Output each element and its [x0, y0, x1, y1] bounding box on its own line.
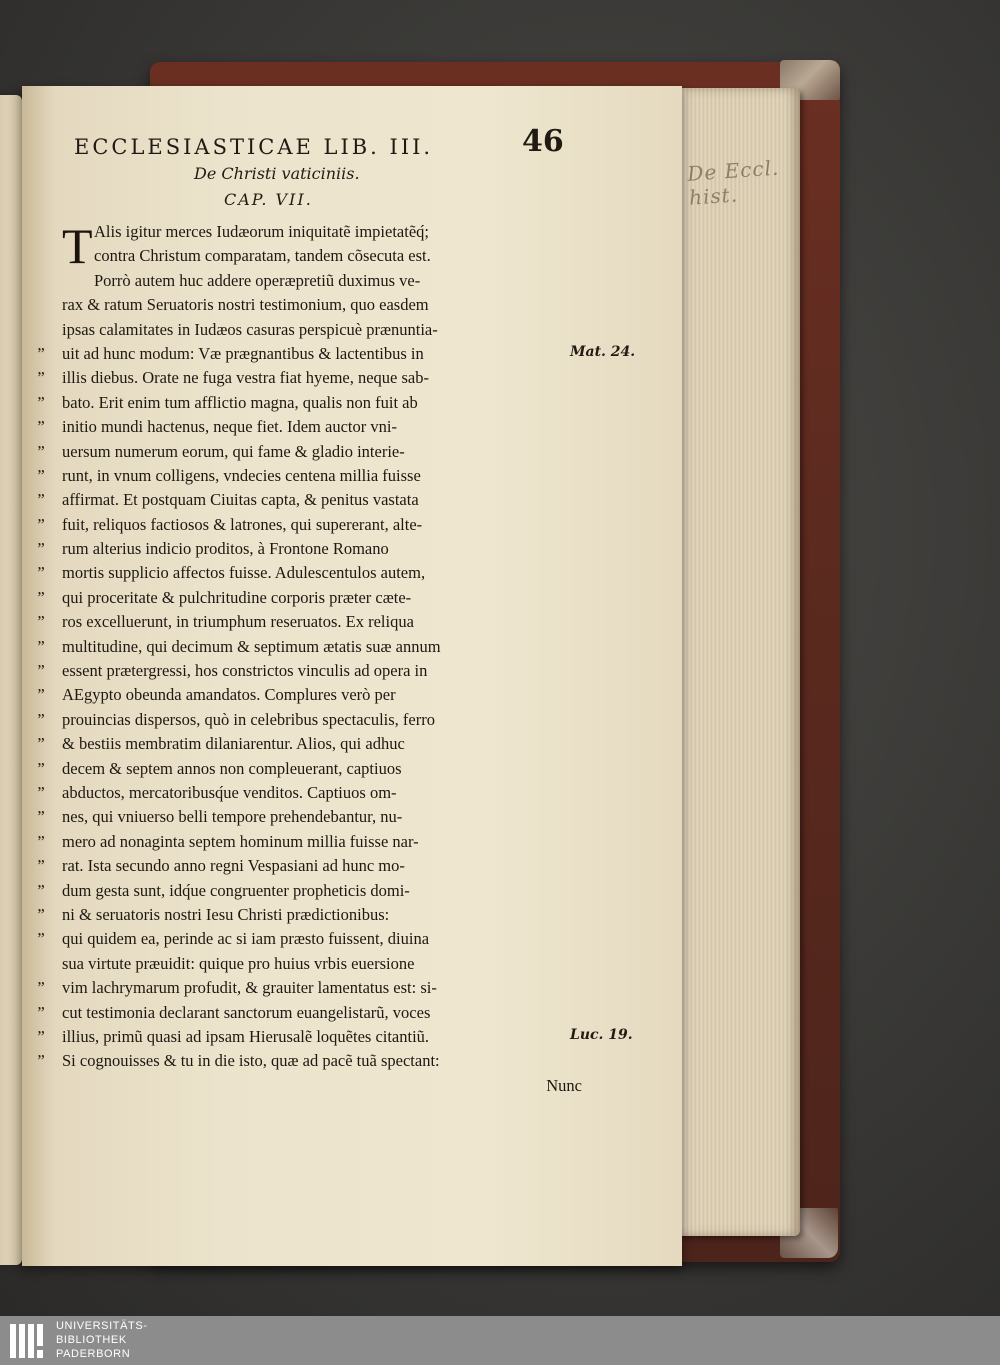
line-text: uit ad hunc modum: Væ prægnantibus & lactentibus in	[62, 343, 424, 363]
line-text: runt, in vnum colligens, vndecies centena millia fuisse	[62, 465, 421, 485]
text-line	[62, 318, 582, 342]
institution-line: BIBLIOTHEK	[56, 1334, 127, 1346]
quote-mark: ”	[37, 661, 45, 681]
text-line	[37, 610, 582, 634]
quote-mark: ”	[37, 904, 45, 924]
line-text: decem & septem annos non compleuerant, captiuos	[62, 758, 402, 778]
line-text: qui proceritate & pulchritudine corporis præter cæte-	[62, 587, 412, 607]
quote-mark: ”	[37, 856, 45, 876]
text-line	[37, 635, 582, 659]
page-number: 46	[522, 124, 564, 159]
text-line	[37, 879, 582, 903]
quote-mark: ”	[37, 539, 45, 559]
text-line	[37, 927, 582, 951]
line-text: sua virtute præuidit: quique pro huius vrbis euersione	[62, 953, 415, 973]
line-text: illius, primũ quasi ad ipsam Hierusalẽ loquẽtes citantiũ.	[62, 1026, 430, 1046]
text-line	[37, 830, 582, 854]
text-body	[37, 218, 582, 1098]
line-text: essent prætergressi, hos constrictos vinculis ad opera in	[62, 661, 428, 681]
line-text: Nunc	[546, 1075, 582, 1095]
margin-note: Mat. 24.	[570, 344, 636, 360]
quote-mark: ”	[37, 490, 45, 510]
text-line	[37, 805, 582, 829]
quote-mark: ”	[37, 465, 45, 485]
line-text: Alis igitur merces Iudæorum iniquitatẽ impietatẽq́;	[94, 222, 429, 241]
quote-mark: ”	[37, 368, 45, 388]
institution-line: PADERBORN	[56, 1348, 131, 1360]
quote-mark: ”	[37, 709, 45, 729]
text-line	[37, 854, 582, 878]
line-text: initio mundi hactenus, neque fiet. Idem auctor vni-	[62, 417, 397, 437]
drop-cap: T	[62, 218, 93, 274]
text-line	[37, 415, 582, 439]
quote-mark: ”	[37, 880, 45, 900]
text-line	[37, 757, 582, 781]
quote-mark: ”	[37, 1002, 45, 1022]
quote-mark: ”	[37, 392, 45, 412]
text-line	[37, 781, 582, 805]
book-page	[22, 86, 682, 1266]
quote-mark: ”	[37, 1026, 45, 1046]
line-text: nes, qui vniuerso belli tempore prehendebantur, nu-	[62, 807, 403, 827]
text-line	[62, 293, 582, 317]
line-text: mero ad nonaginta septem hominum millia fuisse nar-	[62, 831, 419, 851]
line-text: uersum numerum eorum, qui fame & gladio interie-	[62, 441, 405, 461]
text-line	[37, 488, 582, 512]
line-text: ros excelluerunt, in triumphum reseruatos. Ex reliqua	[62, 612, 414, 632]
left-page-edge	[0, 95, 22, 1265]
line-text: AEgypto obeunda amandatos. Complures verò per	[62, 685, 396, 705]
quote-mark: ”	[37, 417, 45, 437]
running-head: ECCLESIASTICAE LIB. III.	[74, 135, 434, 159]
text-line	[37, 659, 582, 683]
line-text: qui quidem ea, perinde ac si iam præsto fuissent, diuina	[62, 929, 430, 949]
line-text: contra Christum comparatam, tandem cõsecuta est.	[94, 246, 431, 266]
institution-name	[56, 1319, 256, 1363]
text-line	[37, 561, 582, 585]
quote-mark: ”	[37, 758, 45, 778]
text-line	[37, 1001, 582, 1025]
line-text: Porrò autem huc addere operæpretiũ duximus ve-	[94, 270, 421, 290]
text-line	[37, 464, 582, 488]
line-text: prouincias dispersos, quò in celebribus spectaculis, ferro	[62, 709, 435, 729]
line-text: & bestiis membratim dilaniarentur. Alios, qui adhuc	[62, 734, 405, 754]
quote-mark: ”	[37, 441, 45, 461]
quote-mark: ”	[37, 612, 45, 632]
quote-mark: ”	[37, 563, 45, 583]
line-text: rax & ratum Seruatoris nostri testimonium, quo easdem	[62, 295, 429, 315]
quote-mark: ”	[37, 782, 45, 802]
quote-mark: ”	[37, 587, 45, 607]
edge-shelfmark: De Eccl. hist.	[686, 155, 781, 210]
text-line	[37, 391, 582, 415]
text-line	[37, 440, 582, 464]
chapter-title: De Christi vaticiniis.	[194, 164, 360, 183]
text-line	[37, 1025, 582, 1049]
text-line	[62, 952, 582, 976]
line-text: illis diebus. Orate ne fuga vestra fiat hyeme, neque sab-	[62, 368, 429, 388]
text-line	[37, 342, 582, 366]
line-text: multitudine, qui decimum & septimum ætatis suæ annum	[62, 636, 441, 656]
text-line	[62, 220, 582, 244]
page-edges	[676, 88, 800, 1236]
text-line	[37, 903, 582, 927]
line-text: fuit, reliquos factiosos & latrones, qui supererant, alte-	[62, 514, 423, 534]
chapter-number: CAP. VII.	[224, 190, 313, 209]
line-text: ipsas calamitates in Iudæos casuras perspicuè prænuntia-	[62, 319, 438, 339]
text-line	[37, 708, 582, 732]
quote-mark: ”	[37, 343, 45, 363]
line-text: Si cognouisses & tu in die isto, quæ ad pacẽ tuã spectant:	[62, 1051, 440, 1071]
quote-mark: ”	[37, 734, 45, 754]
margin-note: Luc. 19.	[570, 1027, 633, 1044]
line-text: vim lachrymarum profudit, & grauiter lamentatus est: si-	[62, 978, 437, 998]
line-text: abductos, mercatoribusq́ue venditos. Captiuos om-	[62, 782, 397, 802]
line-text: bato. Erit enim tum afflictio magna, qualis non fuit ab	[62, 392, 418, 412]
quote-mark: ”	[37, 831, 45, 851]
quote-mark: ”	[37, 514, 45, 534]
quote-mark: ”	[37, 685, 45, 705]
text-line	[37, 683, 582, 707]
text-line	[62, 244, 582, 268]
text-line	[37, 732, 582, 756]
text-line	[37, 366, 582, 390]
text-line	[62, 1074, 582, 1098]
library-logo-icon	[8, 1320, 50, 1362]
text-line	[37, 1049, 582, 1073]
line-text: rum alterius indicio proditos, à Frontone Romano	[62, 539, 389, 559]
line-text: dum gesta sunt, idq́ue congruenter propheticis domi-	[62, 880, 410, 900]
line-text: mortis supplicio affectos fuisse. Adulescentulos autem,	[62, 563, 426, 583]
quote-mark: ”	[37, 807, 45, 827]
text-line	[37, 586, 582, 610]
line-text: cut testimonia declarant sanctorum euangelistarũ, voces	[62, 1002, 431, 1022]
text-line	[37, 976, 582, 1000]
quote-mark: ”	[37, 978, 45, 998]
text-line	[62, 269, 582, 293]
quote-mark: ”	[37, 636, 45, 656]
quote-mark: ”	[37, 929, 45, 949]
line-text: rat. Ista secundo anno regni Vespasiani ad hunc mo-	[62, 856, 405, 876]
institution-line: UNIVERSITÄTS-	[56, 1320, 148, 1332]
footer-bar	[0, 1316, 1000, 1365]
line-text: affirmat. Et postquam Ciuitas capta, & penitus vastata	[62, 490, 419, 510]
line-text: ni & seruatoris nostri Iesu Christi prædictionibus:	[62, 904, 390, 924]
quote-mark: ”	[37, 1051, 45, 1071]
text-line	[37, 513, 582, 537]
text-line	[37, 537, 582, 561]
